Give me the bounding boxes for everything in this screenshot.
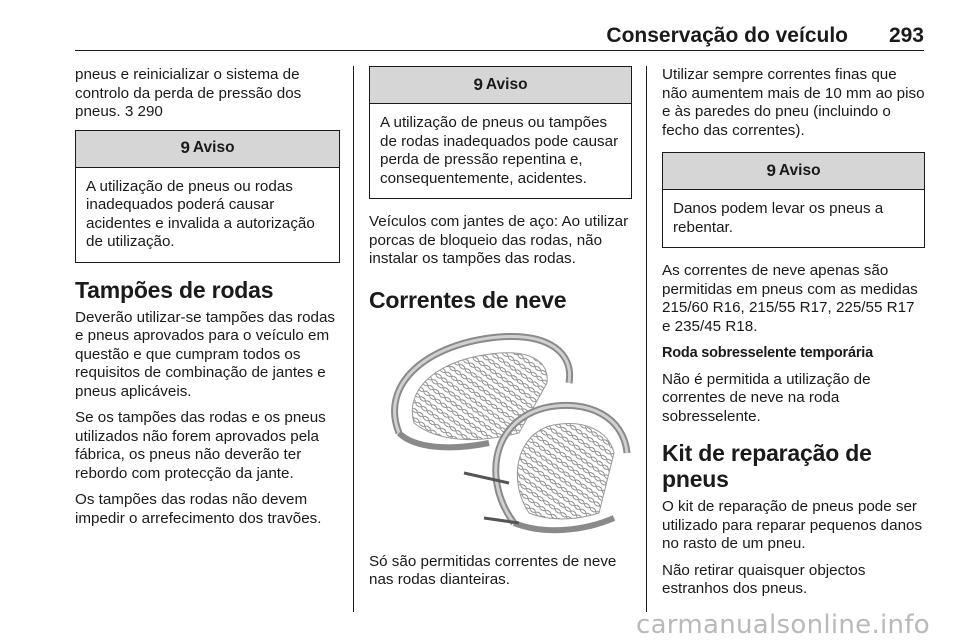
- warning-title: Aviso: [485, 75, 528, 93]
- paragraph: Não é permitida a utilização de correntes de neve na roda sobresselente.: [662, 370, 871, 425]
- warning-text: A utilização de pneus ou tampões de rodas inadequados pode causar perda de pressão repentina e, consequentemente, acidentes.: [380, 114, 619, 187]
- header-title: Conservação do veículo: [606, 24, 848, 47]
- figure-caption: Só são permitidas correntes de neve nas rodas dianteiras.: [369, 552, 617, 588]
- subheading-spare-wheel: Roda sobresselente temporária: [662, 345, 873, 361]
- paragraph: Deverão utilizar-se tampões das rodas e pneus aprovados para o veículo em questão e que cumpram todos os requisitos de combinação de jantes e pneus aplicáveis.: [75, 308, 335, 400]
- page-header: [75, 24, 924, 51]
- page-number: 293: [888, 24, 924, 47]
- column-1: [75, 66, 340, 536]
- warning-box: [75, 130, 340, 263]
- page-ref-link[interactable]: 290: [137, 103, 163, 120]
- warning-header: [663, 153, 924, 190]
- warning-title: Aviso: [778, 161, 821, 179]
- warning-header: [76, 131, 339, 168]
- warning-triangle-icon: 9: [473, 74, 483, 94]
- snow-chains-image: [369, 323, 632, 537]
- warning-box: [369, 66, 632, 199]
- watermark: carmanualsonline.info: [635, 610, 930, 640]
- section-title-wheel-covers: Tampões de rodas: [75, 276, 274, 303]
- paragraph: Veículos com jantes de aço: Ao utilizar porcas de bloqueio das rodas, não instalar os tampões das rodas.: [369, 213, 629, 267]
- intro-paragraph: [75, 66, 340, 122]
- column-2: [369, 66, 632, 598]
- column-3: [662, 66, 925, 607]
- column-divider-right: [646, 66, 647, 612]
- warning-triangle-icon: 9: [180, 138, 190, 158]
- warning-title: Aviso: [192, 139, 235, 157]
- warning-triangle-icon: 9: [766, 160, 776, 180]
- intro-text: pneus e reinicializar o sistema de controlo da perda de pressão dos pneus.: [75, 66, 302, 120]
- warning-header: [370, 67, 631, 104]
- paragraph: O kit de reparação de pneus pode ser utilizado para reparar pequenos danos no rasto de um pneu.: [662, 498, 923, 552]
- page-ref-icon: 3: [124, 103, 134, 120]
- paragraph: Se os tampões das rodas e os pneus utilizados não forem aprovados pela fábrica, os pneus não deverão ter rebordo com protecção da jante.: [75, 409, 326, 482]
- warning-text: Danos podem levar os pneus a rebentar.: [673, 200, 884, 236]
- paragraph: Não retirar quaisquer objectos estranhos dos pneus.: [662, 561, 866, 597]
- column-divider-left: [353, 66, 354, 612]
- warning-box: [662, 152, 925, 248]
- paragraph: As correntes de neve apenas são permitidas em pneus com as medidas 215/60 R16, 215/55 R17, 225/55 R17 e 235/45 R18.: [662, 262, 918, 335]
- snow-chains-illustration: [369, 323, 632, 537]
- section-title-tyre-repair-kit: Kit de reparação de pneus: [662, 440, 872, 492]
- paragraph: Os tampões das rodas não devem impedir o arrefecimento dos travões.: [75, 491, 322, 527]
- paragraph: Utilizar sempre correntes finas que não aumentem mais de 10 mm ao piso e às paredes do pneu (incluindo o fecho das correntes).: [662, 66, 925, 139]
- warning-text: A utilização de pneus ou rodas inadequados poderá causar acidentes e invalida a autorização de utilização.: [86, 177, 315, 250]
- section-title-snow-chains: Correntes de neve: [369, 286, 567, 313]
